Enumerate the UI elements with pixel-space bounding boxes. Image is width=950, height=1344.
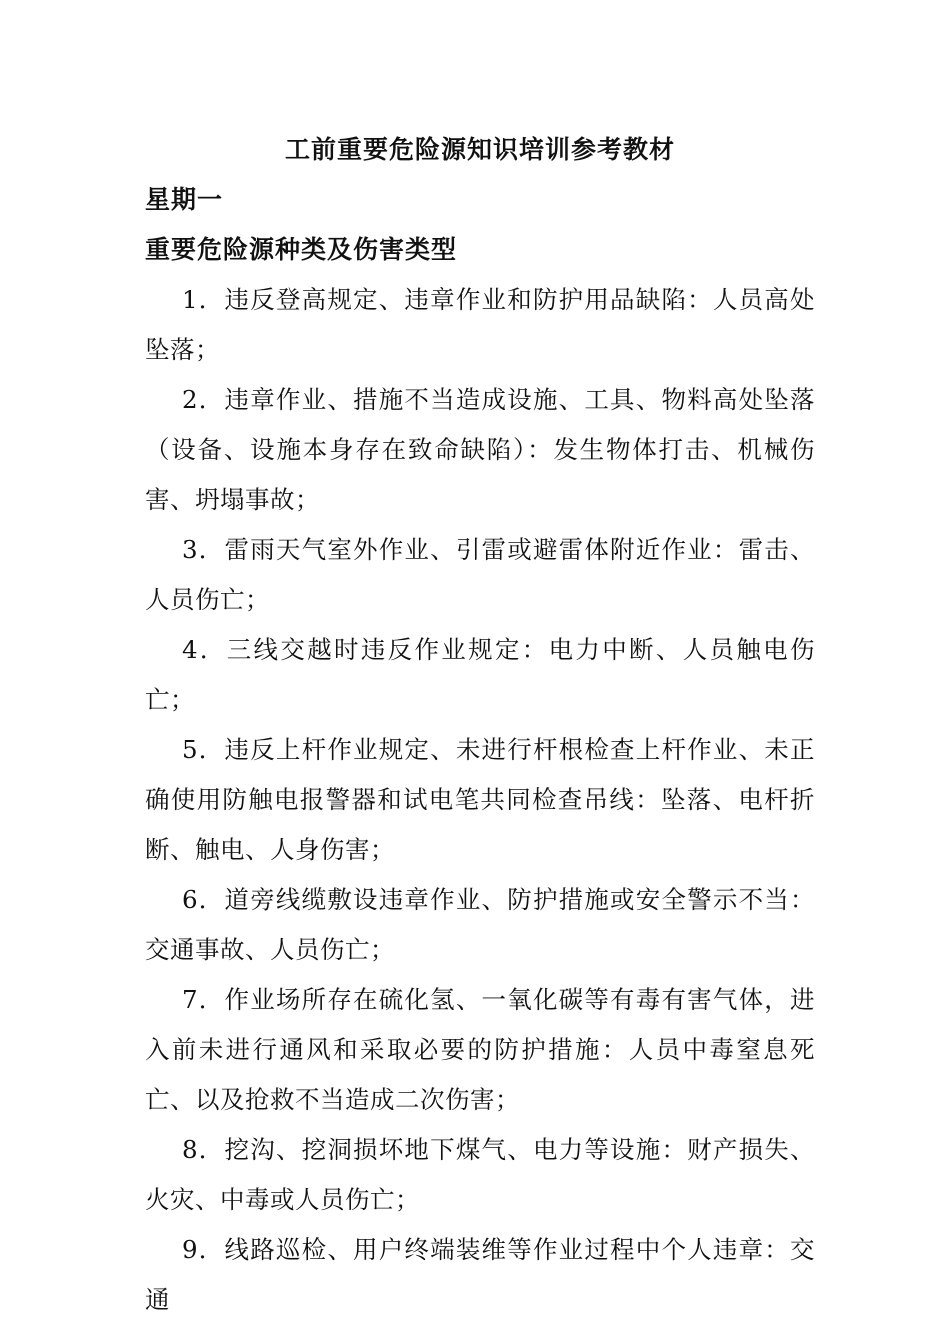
- list-item: 9．线路巡检、用户终端装维等作业过程中个人违章：交通: [145, 1235, 815, 1314]
- document-title: 工前重要危险源知识培训参考教材: [284, 135, 675, 164]
- day-heading: 星期一: [145, 185, 224, 214]
- list-item: 5．违反上杆作业规定、未进行杆根检查上杆作业、未正确使用防触电报警器和试电笔共同检查吊线：坠落、电杆折断、触电、人身伤害；: [145, 735, 815, 864]
- list-item: 1．违反登高规定、违章作业和防护用品缺陷：人员高处坠落；: [145, 285, 815, 364]
- section-heading: 重要危险源种类及伤害类型: [145, 235, 458, 264]
- list-item: 7．作业场所存在硫化氢、一氧化碳等有毒有害气体，进入前未进行通风和采取必要的防护措施：人员中毒窒息死亡、以及抢救不当造成二次伤害；: [145, 985, 815, 1114]
- hazard-list: [145, 275, 815, 1325]
- list-item: 4．三线交越时违反作业规定：电力中断、人员触电伤亡；: [145, 635, 815, 714]
- list-item: 2．违章作业、措施不当造成设施、工具、物料高处坠落（设备、设施本身存在致命缺陷）：发生物体打击、机械伤害、坍塌事故；: [145, 385, 815, 514]
- list-item: 8．挖沟、挖洞损坏地下煤气、电力等设施：财产损失、火灾、中毒或人员伤亡；: [145, 1135, 815, 1214]
- document-body: [145, 125, 815, 1325]
- list-item: 3．雷雨天气室外作业、引雷或避雷体附近作业：雷击、人员伤亡；: [145, 535, 815, 614]
- list-item: 6．道旁线缆敷设违章作业、防护措施或安全警示不当：交通事故、人员伤亡；: [145, 885, 815, 964]
